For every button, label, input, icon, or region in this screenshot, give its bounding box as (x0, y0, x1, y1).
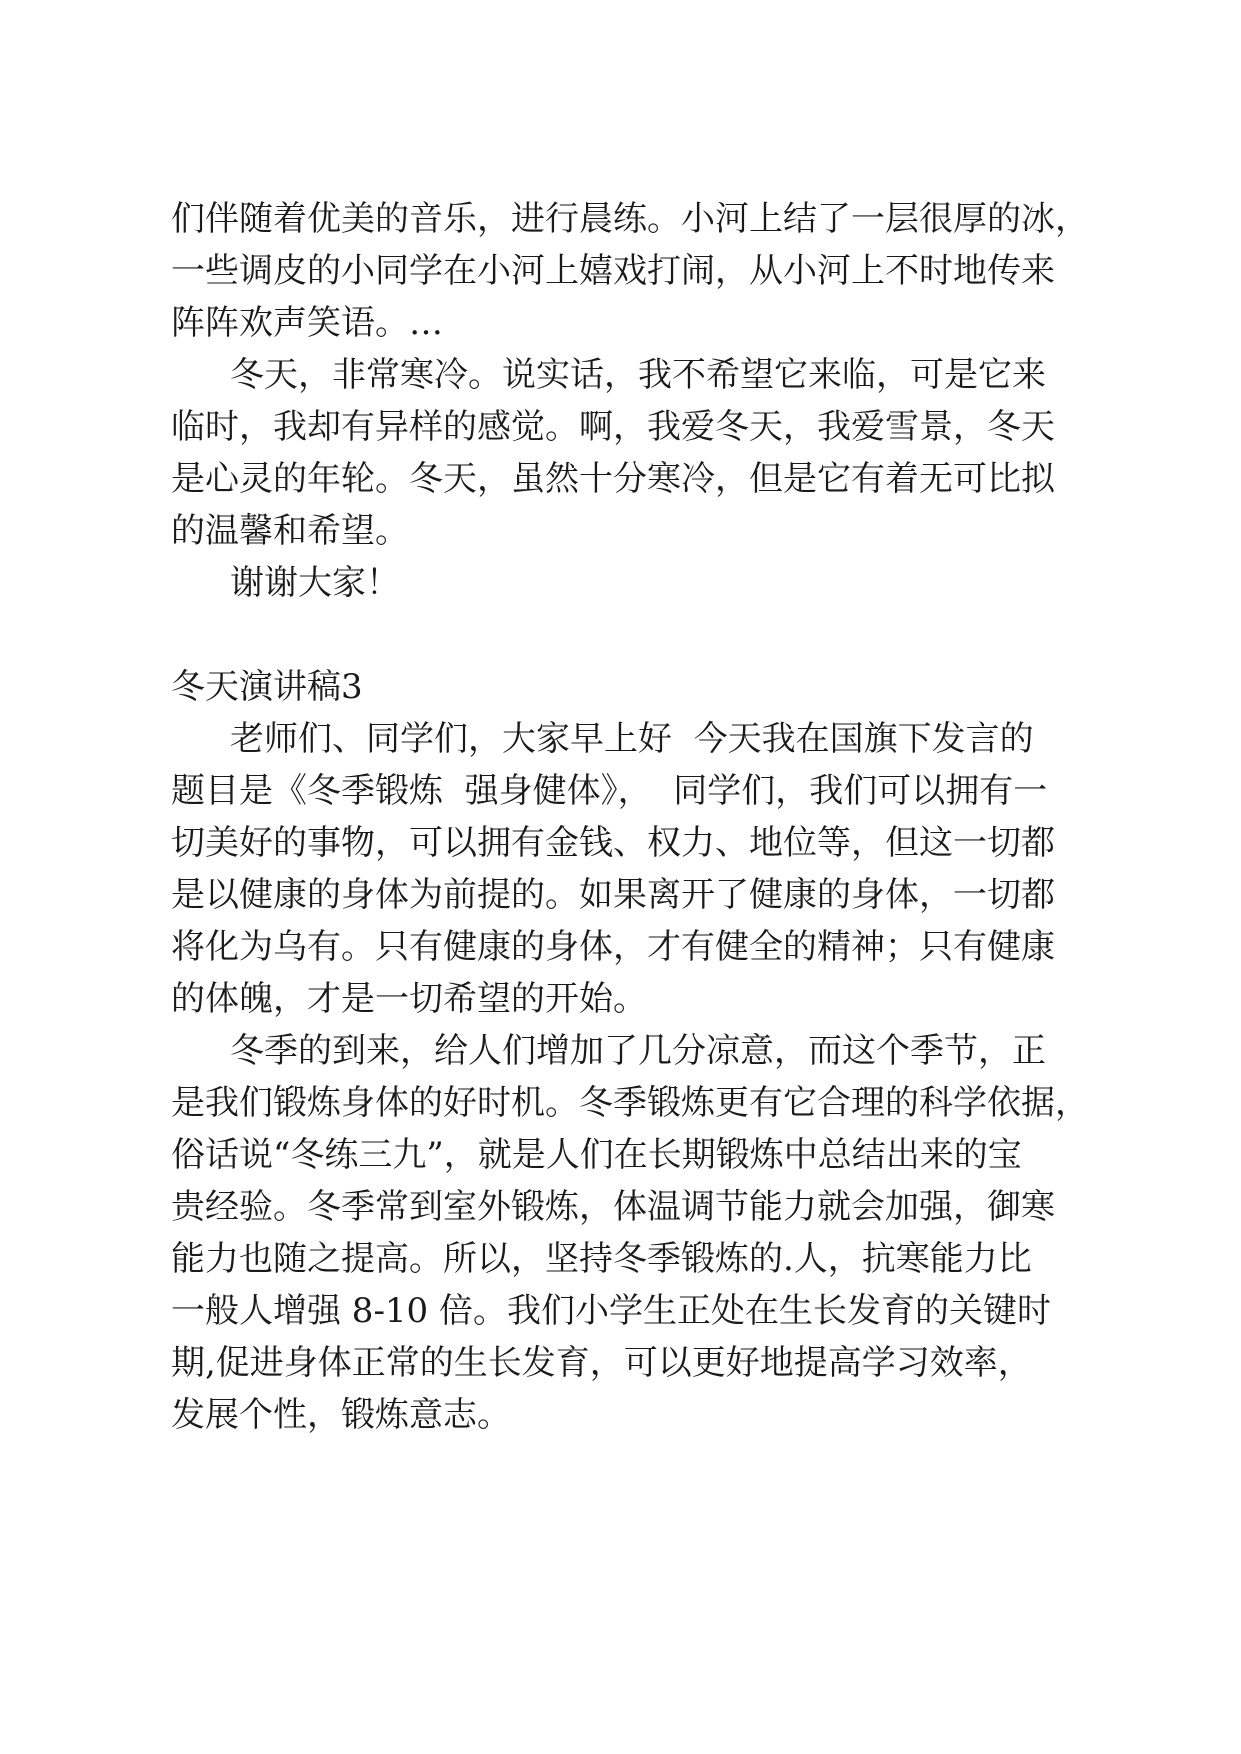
text-line: 老师们、同学们，大家早上好 今天我在国旗下发言的 (230, 719, 1034, 759)
text-line: 能力也随之提高。所以，坚持冬季锻炼的.人，抗寒能力比 (171, 1239, 1032, 1279)
text-line: 期,促进身体正常的生长发育，可以更好地提高学习效率， (171, 1343, 1032, 1383)
text-line: 们伴随着优美的音乐，进行晨练。小河上结了一层很厚的冰， (171, 199, 1089, 239)
text-line: 一些调皮的小同学在小河上嬉戏打闹，从小河上不时地传来 (171, 251, 1055, 291)
text-line: 冬季的到来，给人们增加了几分凉意，而这个季节，正 (230, 1031, 1046, 1071)
text-line: 发展个性，锻炼意志。 (171, 1395, 511, 1435)
text-line: 俗话说“冬练三九”，就是人们在长期锻炼中总结出来的宝 (171, 1135, 1022, 1175)
text-line: 题目是《冬季锻炼 强身健体》， 同学们，我们可以拥有一 (171, 771, 1048, 811)
text-line: 将化为乌有。只有健康的身体，才有健全的精神；只有健康 (171, 927, 1055, 967)
text-line: 切美好的事物，可以拥有金钱、权力、地位等，但这一切都 (171, 823, 1055, 863)
text-line: 是我们锻炼身体的好时机。冬季锻炼更有它合理的科学依据， (171, 1083, 1089, 1123)
text-line: 的温馨和希望。 (171, 511, 409, 551)
text-line: 临时，我却有异样的感觉。啊，我爱冬天，我爱雪景，冬天 (171, 407, 1055, 447)
text-line: 谢谢大家！ (230, 563, 400, 603)
section-heading: 冬天演讲稿3 (171, 667, 363, 707)
text-line: 是心灵的年轮。冬天，虽然十分寒冷，但是它有着无可比拟 (171, 459, 1055, 499)
text-line: 冬天，非常寒冷。说实话，我不希望它来临，可是它来 (230, 355, 1046, 395)
text-line: 一般人增强 8-10 倍。我们小学生正处在生长发育的关键时 (171, 1291, 1051, 1331)
text-line: 阵阵欢声笑语。… (171, 303, 443, 343)
text-line: 是以健康的身体为前提的。如果离开了健康的身体，一切都 (171, 875, 1055, 915)
text-line: 的体魄，才是一切希望的开始。 (171, 979, 647, 1019)
text-line: 贵经验。冬季常到室外锻炼，体温调节能力就会加强，御寒 (171, 1187, 1055, 1227)
